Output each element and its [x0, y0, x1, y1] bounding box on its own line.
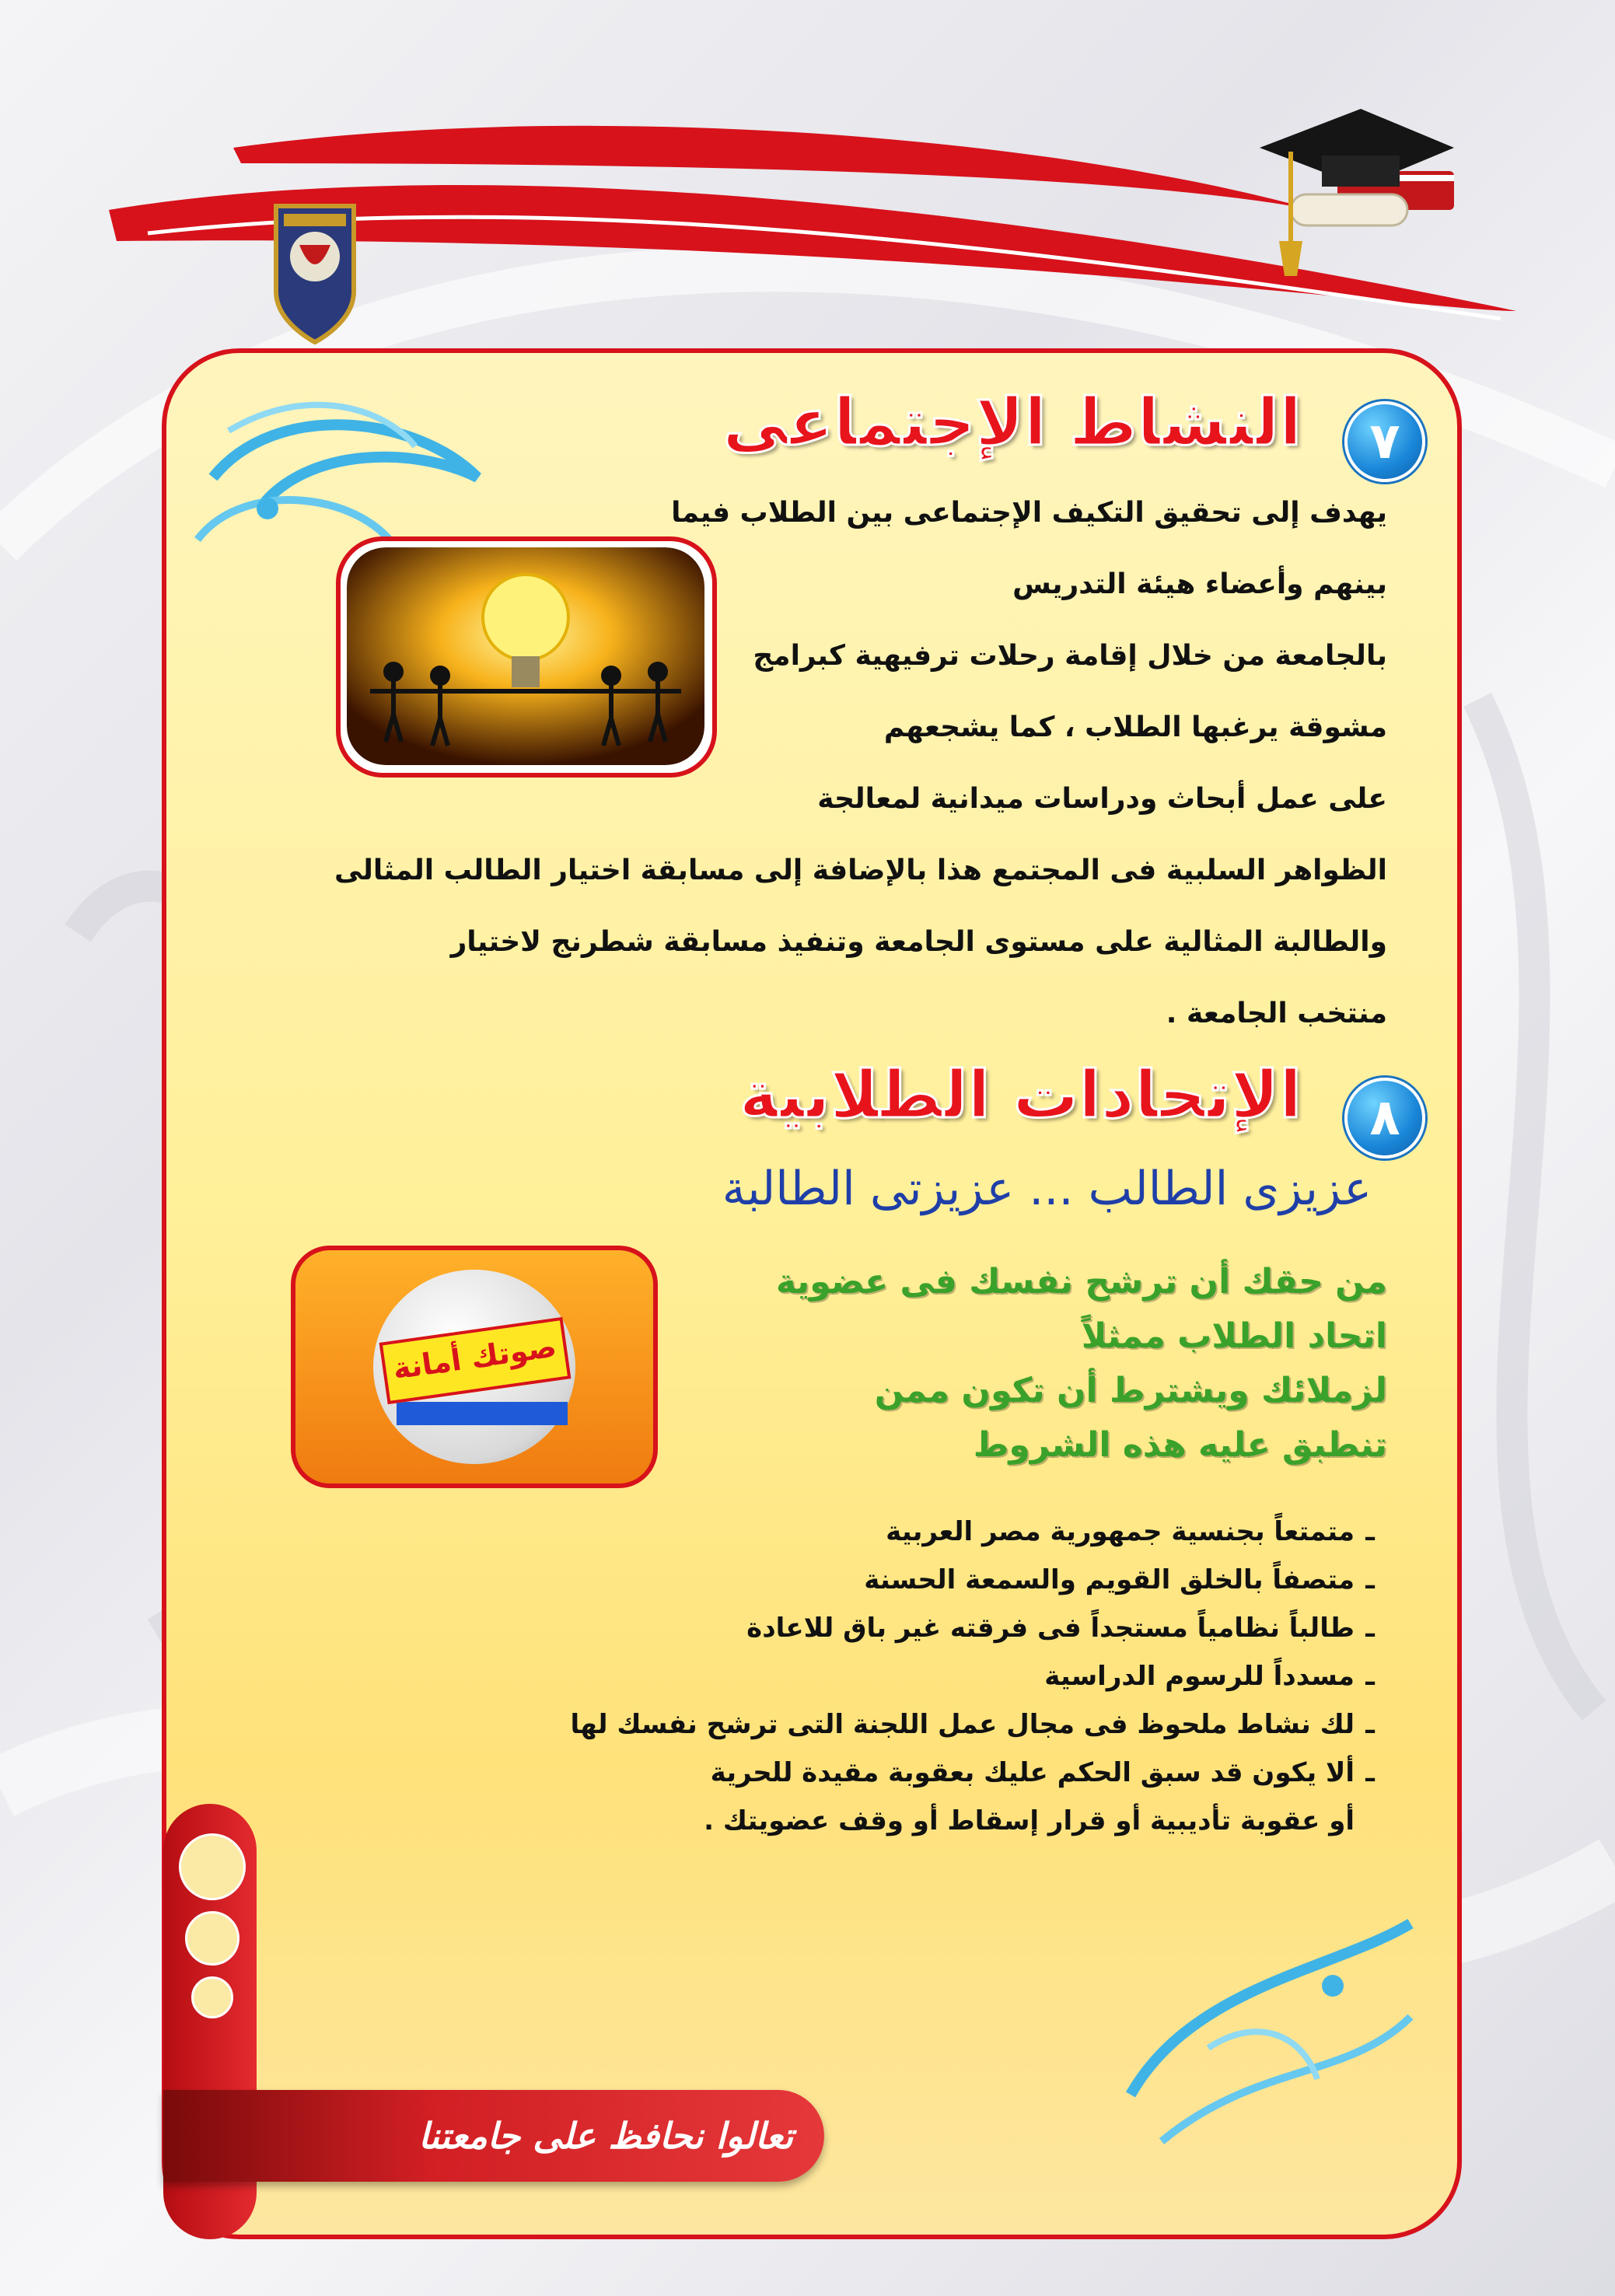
section-7-line: على عمل أبحاث ودراسات ميدانية لمعالجة: [817, 783, 1387, 815]
section-7-line: الظواهر السلبية فى المجتمع هذا بالإضافة إلى مسابقة اختيار الطالب المثالى: [334, 854, 1387, 886]
footer-banner: [163, 2090, 824, 2182]
condition-text: مسدداً للرسوم الدراسية: [1044, 1661, 1355, 1692]
section-7-line: بينهم وأعضاء هيئة التدريس: [1012, 568, 1387, 600]
intro-line: تنطبق عليه هذه الشروط: [973, 1425, 1387, 1465]
condition-dash: ـ: [1365, 1564, 1375, 1595]
section-7-line: والطالبة المثالية على مستوى الجامعة وتنفيذ مسابقة شطرنج لاختيار: [450, 926, 1387, 958]
content-panel: [162, 348, 1462, 2239]
section-7-title: النشاط الإجتماعى: [722, 384, 1302, 460]
section-7-number: ٧: [1344, 401, 1425, 482]
vote-image-frame: [291, 1246, 658, 1488]
graduation-cap-icon: [1244, 101, 1462, 280]
condition-dash: ـ: [1365, 1757, 1375, 1788]
condition-dash: ـ: [1365, 1661, 1375, 1692]
condition-item: [375, 1556, 1386, 1604]
condition-text: طالباً نظامياً مستجداً فى فرقته غير باق للاعادة: [746, 1613, 1355, 1644]
section-7-line: يهدف إلى تحقيق التكيف الإجتماعى بين الطلاب فيما: [671, 497, 1387, 529]
condition-continuation: [375, 1797, 1386, 1845]
condition-text: لك نشاط ملحوظ فى مجال عمل اللجنة التى ترشح نفسك لها: [570, 1709, 1355, 1740]
condition-dash: ـ: [1365, 1516, 1375, 1547]
decoration-dot: [185, 1911, 239, 1966]
vote-ballot-slot: [397, 1402, 568, 1425]
decoration-dot: [191, 1976, 233, 2018]
student-greeting: عزيزى الطالب ... عزيزتى الطالبة: [722, 1162, 1372, 1216]
conditions-list: [375, 1508, 1386, 1845]
condition-dash: ـ: [1365, 1613, 1375, 1644]
section-8-title: الإتحادات الطلابية: [739, 1057, 1302, 1133]
section-8-intro: [776, 1255, 1387, 1473]
condition-item: [375, 1604, 1386, 1652]
decoration-dot: [179, 1833, 246, 1900]
condition-item: [375, 1700, 1386, 1749]
university-emblem-icon: [268, 198, 362, 346]
condition-text: متمتعاً بجنسية جمهورية مصر العربية: [886, 1516, 1355, 1547]
condition-item: [375, 1749, 1386, 1797]
vote-label: صوتك أمانة: [379, 1317, 572, 1404]
condition-text: ألا يكون قد سبق الحكم عليك بعقوبة مقيدة للحرية: [710, 1757, 1355, 1788]
condition-continuation-text: أو عقوبة تأديبية أو قرار إسقاط أو وقف عضويتك .: [704, 1805, 1355, 1836]
condition-item: [375, 1652, 1386, 1700]
condition-item: [375, 1508, 1386, 1556]
intro-line: لزملائك ويشترط أن تكون ممن: [874, 1371, 1387, 1410]
section-7-line: بالجامعة من خلال إقامة رحلات ترفيهية كبرامج: [753, 640, 1387, 672]
condition-dash: ـ: [1365, 1709, 1375, 1740]
footer-slogan: تعالوا نحافظ على جامعتنا: [418, 2115, 793, 2157]
intro-line: اتحاد الطلاب ممثلاً: [1081, 1316, 1387, 1356]
section-7-line: مشوقة يرغبها الطلاب ، كما يشجعهم: [883, 711, 1387, 743]
section-8-number: ٨: [1344, 1078, 1425, 1158]
section-7-line: منتخب الجامعة .: [1166, 998, 1387, 1029]
section-7-paragraph: [334, 477, 1387, 1050]
blue-swirl-decoration: [1099, 1892, 1442, 2188]
condition-text: متصفاً بالخلق القويم والسمعة الحسنة: [864, 1564, 1355, 1595]
intro-line: من حقك أن ترشح نفسك فى عضوية: [775, 1262, 1387, 1302]
